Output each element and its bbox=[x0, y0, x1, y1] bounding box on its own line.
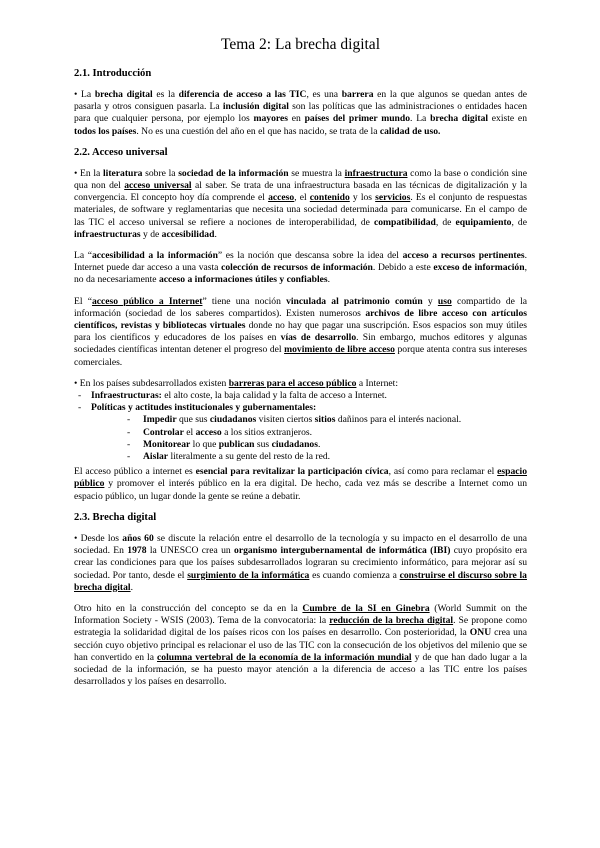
emphasis-text: organismo intergubernamental de informática (IBI) bbox=[234, 545, 451, 557]
text-run: . Se propone como estrategia la solidaridad digital de los países ricos con los países en desarrollo. Con posterioridad, la bbox=[74, 615, 528, 639]
emphasis-text: 1978 bbox=[127, 545, 147, 557]
text-run: , es una bbox=[306, 89, 342, 100]
text-run: ” es la noción que descansa sobre la idea del bbox=[217, 250, 403, 262]
text-run: ” tiene una noción bbox=[202, 295, 287, 307]
text-run: El “ bbox=[74, 295, 92, 307]
section-heading: 2.3. Brecha digital bbox=[74, 511, 157, 523]
text-run: (World Summit on the Information Society - WSIS (2003). Tema de la convocatoria: la bbox=[74, 602, 528, 627]
section-heading: 2.2. Acceso universal bbox=[74, 146, 168, 158]
emphasis-text: acceso bbox=[195, 426, 222, 438]
text-run: a Internet: bbox=[356, 377, 398, 389]
emphasis-text: acceso bbox=[268, 192, 295, 204]
paragraph bbox=[74, 250, 527, 287]
emphasis-text: inclusión digital bbox=[222, 101, 289, 113]
list-item bbox=[74, 390, 527, 402]
text-run: en bbox=[287, 113, 305, 125]
emphasis-text: reducción de la brecha digital bbox=[329, 615, 454, 627]
emphasis-text: acceso universal bbox=[124, 180, 192, 192]
emphasis-text: diferencia de acceso a las TIC bbox=[178, 89, 307, 100]
paragraph bbox=[74, 168, 527, 241]
emphasis-text: brecha digital bbox=[430, 113, 489, 125]
text-run: . Sin embargo, muchos editores y algunas sociedades científicas intentan detener el progreso del bbox=[74, 332, 527, 356]
text-run: y bbox=[422, 295, 438, 307]
text-run: . bbox=[130, 581, 133, 593]
emphasis-text: acceso a recursos pertinentes bbox=[402, 250, 525, 262]
section-introduccion bbox=[74, 68, 527, 138]
emphasis-text: ciudadanos bbox=[271, 438, 318, 450]
emphasis-text: acceso público a Internet bbox=[91, 295, 203, 307]
text-run: . Internet puede dar acceso a una vasta bbox=[74, 250, 527, 274]
text-run: • En los países subdesarrollados existen bbox=[74, 377, 229, 389]
text-run: , así como para reclamar el bbox=[388, 466, 498, 478]
paragraph bbox=[74, 378, 527, 390]
emphasis-text: barrera bbox=[341, 89, 374, 100]
text-run: se discute la relación entre el desarrollo de la tecnología y su impacto en el desarrollo de una sociedad. En bbox=[74, 532, 527, 557]
text-run: en la que algunos se quedan antes de pasarla y otros consiguen pasarla. La bbox=[74, 89, 528, 113]
emphasis-text: acceso a informaciones útiles y confiables bbox=[158, 274, 328, 286]
emphasis-text: accesibilidad a la información bbox=[91, 250, 218, 262]
text-run: el bbox=[183, 426, 196, 438]
text-run: es la bbox=[152, 89, 179, 100]
text-run: a los sitios extranjeros. bbox=[221, 426, 313, 438]
list-item bbox=[91, 414, 527, 426]
text-run: . bbox=[214, 228, 217, 240]
emphasis-text: ONU bbox=[469, 627, 492, 639]
text-run: es cuando comienza a bbox=[309, 569, 400, 581]
emphasis-text: exceso de información bbox=[433, 262, 525, 274]
emphasis-text: archivos de libre acceso con artículos científicos, revistas y bibliotecas virtuales bbox=[74, 307, 527, 332]
emphasis-text: compatibilidad bbox=[374, 216, 436, 228]
emphasis-text: vinculada al patrimonio común bbox=[286, 295, 423, 307]
emphasis-text: servicios bbox=[375, 192, 411, 204]
text-run: , de bbox=[435, 216, 456, 228]
text-run: • En la bbox=[74, 167, 103, 179]
emphasis-text: calidad de uso. bbox=[379, 125, 441, 137]
paragraph bbox=[74, 296, 527, 369]
emphasis-text: Aislar bbox=[143, 451, 169, 463]
text-run: , de bbox=[511, 216, 527, 228]
sub-bullet-list bbox=[91, 414, 527, 463]
text-run: • La bbox=[74, 89, 95, 100]
emphasis-text: Monitorear bbox=[143, 438, 191, 450]
emphasis-text: mayores bbox=[253, 113, 288, 125]
emphasis-text: vías de desarrollo bbox=[280, 332, 357, 344]
text-run: son las políticas que las administraciones o entidades hacen para que cualquier persona, por ejemplo los bbox=[74, 101, 528, 125]
emphasis-text: publican bbox=[218, 438, 255, 450]
emphasis-text: infraestructura bbox=[344, 167, 408, 179]
emphasis-text: Cumbre de la SI en Ginebra bbox=[302, 602, 430, 614]
text-run: . bbox=[327, 274, 331, 286]
emphasis-text: equipamiento bbox=[455, 216, 512, 228]
text-run: crea una sección cuyo objetivo principal es relacionar el uso de las TIC con la consecución de los objetivos del milenio que se han convertido en la bbox=[74, 627, 527, 663]
emphasis-text: literatura bbox=[103, 167, 143, 179]
text-run: y de que han dado lugar a la sociedad de la información, se ha puesto mayor atención a la diferencia de acceso a las TIC entre los países desarrollados y los países en desarrollo. bbox=[74, 651, 527, 688]
emphasis-text: columna vertebral de la economía de la información mundial bbox=[157, 651, 412, 663]
text-run: sobre la bbox=[142, 167, 179, 179]
emphasis-text: años 60 bbox=[122, 532, 154, 544]
text-run: , no da necesariamente bbox=[74, 262, 527, 286]
text-run: . Debido a este bbox=[372, 262, 434, 274]
text-run: Otro hito en la construcción del concepto se da en la bbox=[74, 602, 303, 614]
emphasis-text: Controlar bbox=[143, 426, 184, 438]
emphasis-text: contenido bbox=[309, 192, 350, 204]
list-item bbox=[91, 427, 527, 439]
emphasis-text: Infraestructuras: bbox=[91, 390, 162, 402]
text-run: sus bbox=[254, 438, 272, 450]
section-acceso-universal bbox=[74, 147, 527, 503]
emphasis-text: espacio público bbox=[74, 466, 527, 490]
list-item bbox=[91, 451, 527, 463]
text-run: La “ bbox=[74, 250, 92, 262]
section-brecha-digital bbox=[74, 512, 527, 688]
emphasis-text: esencial para revitalizar la participación cívica bbox=[195, 466, 389, 478]
emphasis-text: ciudadanos bbox=[209, 414, 257, 426]
paragraph bbox=[74, 89, 527, 138]
text-run: y promover el interés público en la era digital. De hecho, cada vez más se describe a Internet como un espacio público, un lugar donde la gente se reúne a debatir. bbox=[74, 478, 527, 502]
text-run: el alto coste, la baja calidad y la falta de acceso a Internet. bbox=[161, 390, 387, 402]
emphasis-text: infraestructuras bbox=[74, 228, 141, 240]
text-run: donde no hay que pagar una suscripción. Esos espacios son muy útiles para los científicos y educadores de los países en bbox=[74, 320, 527, 344]
text-run: . Es el conjunto de respuestas materiales, de software y reglamentarias que necesita una sociedad determinada para comunicarse. En el campo de las TIC el acceso universal se refiere a nociones de interoperabilidad, de bbox=[74, 192, 527, 228]
paragraph bbox=[74, 603, 527, 688]
emphasis-text: accesibilidad bbox=[161, 228, 215, 240]
text-run: El acceso público a internet es bbox=[74, 466, 196, 478]
emphasis-text: Políticas y actitudes institucionales y gubernamentales: bbox=[91, 402, 317, 414]
paragraph bbox=[74, 533, 527, 594]
text-run: cuyo propósito era crear las condiciones para que los países subdesarrollados lograran su crecimiento informático, para mejorar así su sociedad. Por tanto, desde el bbox=[74, 545, 527, 581]
text-run: lo que bbox=[190, 438, 219, 450]
text-run: . bbox=[317, 438, 321, 450]
list-item bbox=[74, 402, 527, 463]
emphasis-text: construirse el discurso sobre la brecha digital bbox=[74, 569, 527, 593]
emphasis-text: uso bbox=[437, 295, 452, 307]
text-run: la UNESCO crea un bbox=[146, 545, 235, 557]
text-run: existe en bbox=[488, 113, 527, 125]
emphasis-text: todos los países bbox=[74, 125, 137, 137]
text-run: y de bbox=[140, 228, 162, 240]
emphasis-text: barreras para el acceso público bbox=[228, 377, 357, 389]
text-run: porque atenta contra sus intereses comerciales. bbox=[74, 344, 527, 368]
text-run: , el bbox=[294, 192, 310, 204]
text-run: y los bbox=[349, 192, 376, 204]
bullet-list bbox=[74, 390, 527, 463]
text-run: literalmente a su gente del resto de la red. bbox=[168, 451, 331, 463]
page-title: Tema 2: La brecha digital bbox=[220, 36, 380, 53]
emphasis-text: sitios bbox=[314, 414, 336, 426]
text-run: . La bbox=[410, 113, 431, 125]
list-item-label bbox=[91, 402, 316, 413]
section-heading: 2.1. Introducción bbox=[74, 68, 152, 79]
text-run: como la base o condición sine qua non del bbox=[74, 167, 527, 192]
emphasis-text: países del primer mundo bbox=[304, 113, 411, 125]
text-run: visiten ciertos bbox=[256, 414, 315, 426]
text-run: • Desde los bbox=[74, 532, 123, 544]
paragraph bbox=[74, 466, 527, 503]
text-run: compartido de la información (sociedad de los saberes compartidos). Existen numerosos bbox=[74, 295, 528, 319]
emphasis-text: colección de recursos de información bbox=[221, 262, 373, 274]
emphasis-text: sociedad de la información bbox=[178, 167, 289, 179]
text-run: . No es una cuestión del año en el que has nacido, se trata de la bbox=[136, 125, 380, 137]
emphasis-text: Impedir bbox=[143, 414, 177, 426]
emphasis-text: movimiento de libre acceso bbox=[284, 344, 395, 356]
emphasis-text: surgimiento de la informática bbox=[187, 569, 310, 581]
text-run: al saber. Se trata de una infraestructura basada en las técnicas de digitalización y la convergencia. El concepto hoy día comprende el bbox=[74, 180, 527, 204]
emphasis-text: brecha digital bbox=[94, 89, 153, 100]
text-run: se muestra la bbox=[288, 167, 345, 179]
text-run: que sus bbox=[176, 414, 210, 426]
list-item bbox=[91, 439, 527, 451]
text-run: dañinos para el interés nacional. bbox=[335, 414, 462, 426]
